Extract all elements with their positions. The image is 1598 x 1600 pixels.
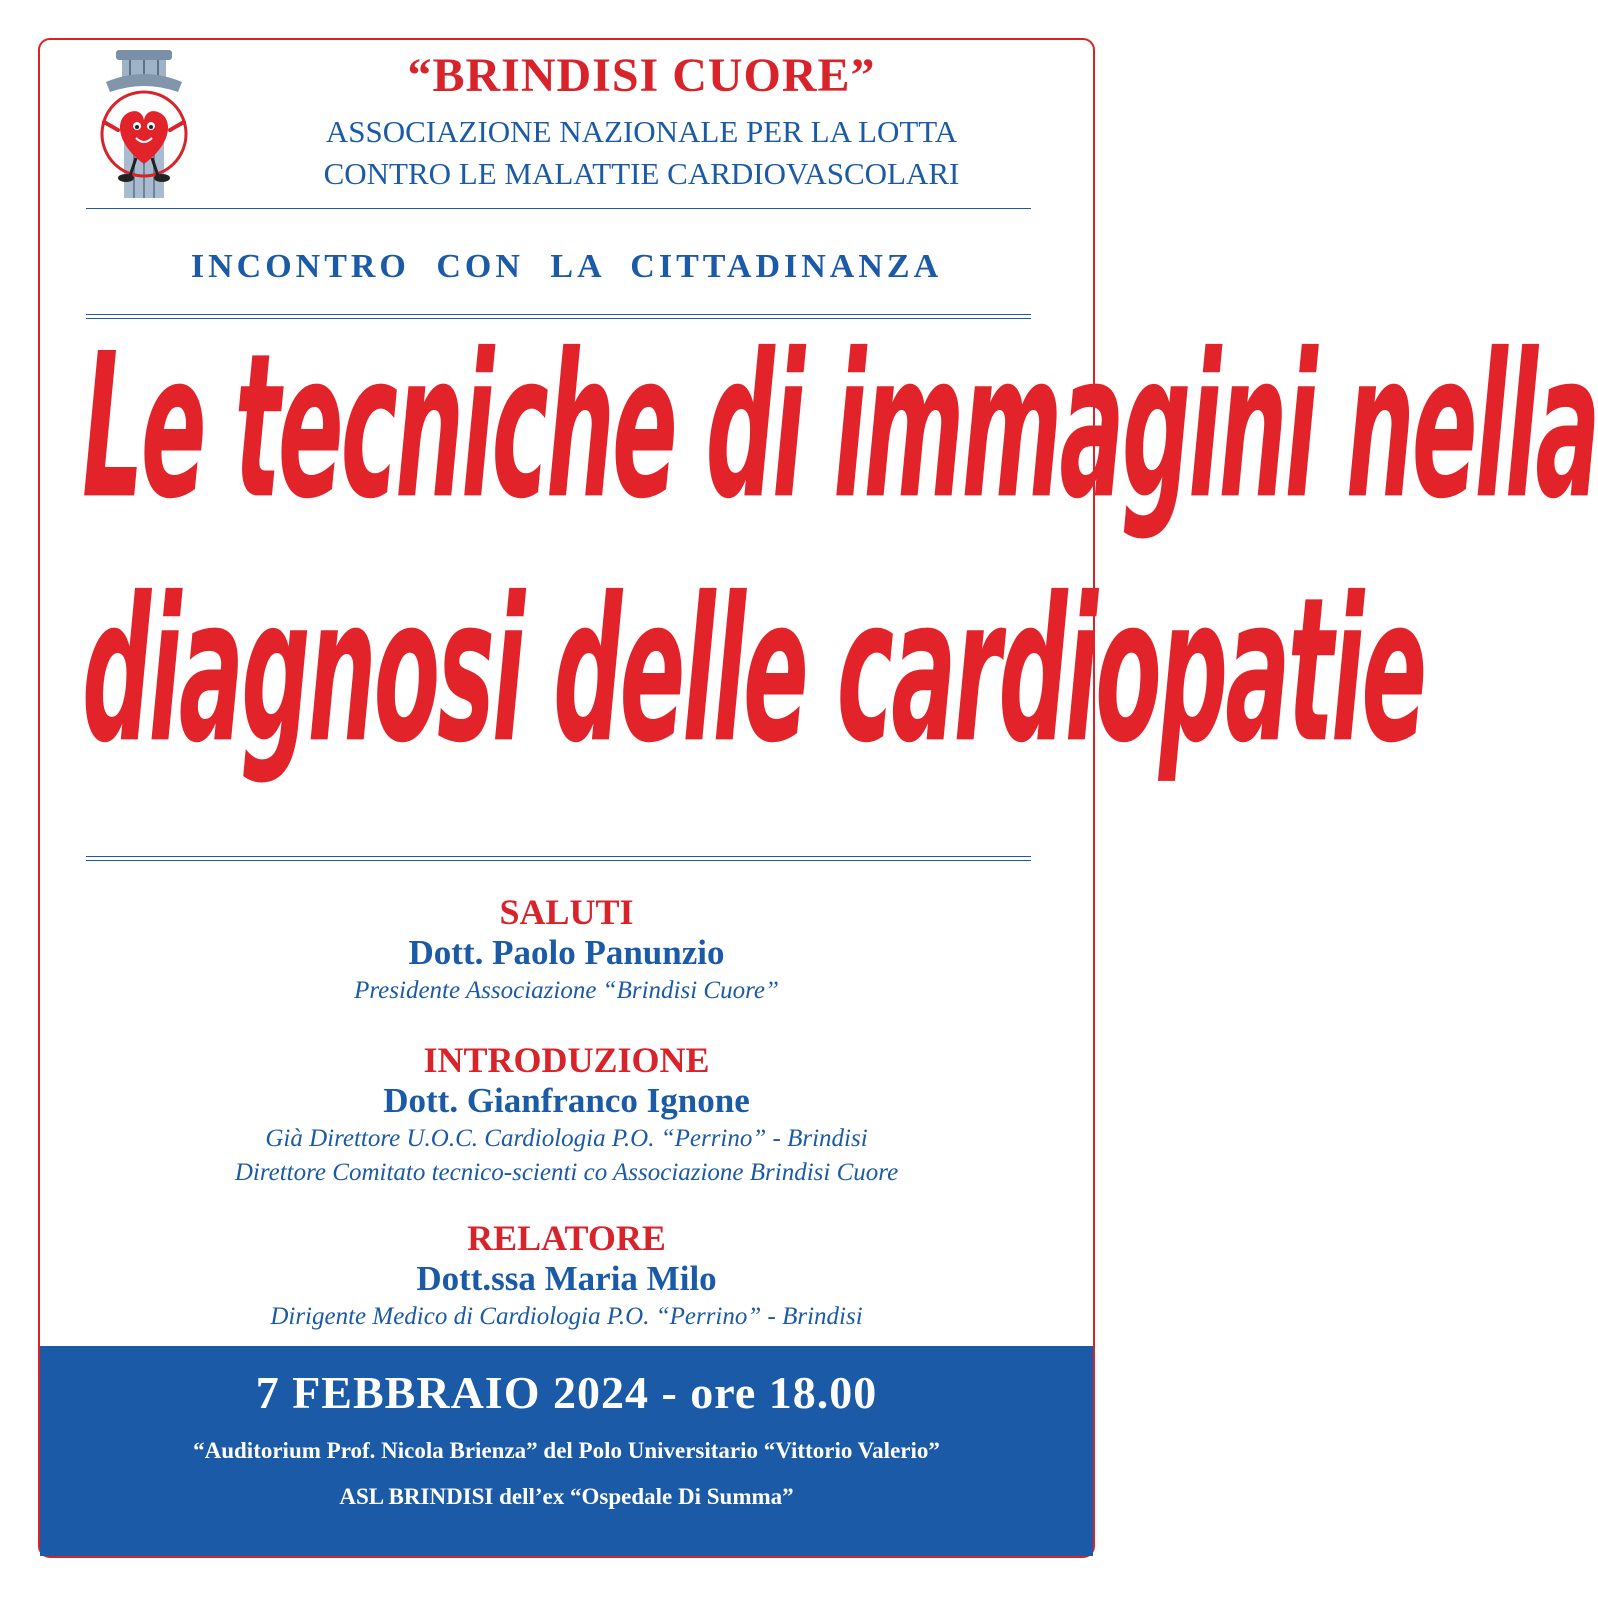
introduzione-speaker-name: Dott. Gianfranco Ignone: [383, 1081, 750, 1120]
poster-frame: [38, 38, 1598, 1558]
header-divider: [86, 208, 1031, 209]
event-date-time: 7 FEBBRAIO 2024 - ore 18.00: [255, 1367, 878, 1418]
org-subtitle-line-1: ASSOCIAZIONE NAZIONALE PER LA LOTTA: [325, 114, 958, 149]
introduzione-heading: INTRODUZIONE: [423, 1040, 710, 1080]
event-venue-line-2: ASL BRINDISI dell’ex “Ospedale Di Summa”: [339, 1484, 794, 1509]
introduzione-speaker-role-2: Direttore Comitato tecnico-scienti co Associazione Brindisi Cuore: [234, 1159, 899, 1186]
org-name: “BRINDISI CUORE”: [407, 49, 876, 102]
column-heart-mascot-icon: [86, 46, 202, 202]
title-divider-bottom: [86, 856, 1031, 861]
event-title-line-2: diagnosi delle cardiopatie: [82, 555, 1425, 787]
relatore-speaker-name: Dott.ssa Maria Milo: [416, 1259, 717, 1298]
relatore-section: [40, 1218, 1093, 1334]
saluti-section: [40, 892, 1093, 1008]
relatore-speaker-role: Dirigente Medico di Cardiologia P.O. “Perrino” - Brindisi: [270, 1303, 863, 1330]
meeting-heading: INCONTRO CON LA CITTADINANZA: [190, 248, 943, 285]
event-footer: [40, 1346, 1093, 1556]
org-subtitle-line-2: CONTRO LE MALATTIE CARDIOVASCOLARI: [323, 156, 960, 191]
saluti-speaker-name: Dott. Paolo Panunzio: [408, 933, 725, 972]
introduzione-speaker-role-1: Già Direttore U.O.C. Cardiologia P.O. “Perrino” - Brindisi: [265, 1125, 868, 1152]
saluti-speaker-role: Presidente Associazione “Brindisi Cuore”: [354, 977, 779, 1004]
introduzione-section: [40, 1040, 1093, 1190]
saluti-heading: SALUTI: [499, 892, 634, 932]
event-venue-line-1: “Auditorium Prof. Nicola Brienza” del Polo Universitario “Vittorio Valerio”: [193, 1438, 940, 1463]
event-title-line-1: Le tecniche di immagini nella: [82, 311, 1598, 543]
relatore-heading: RELATORE: [467, 1218, 666, 1258]
